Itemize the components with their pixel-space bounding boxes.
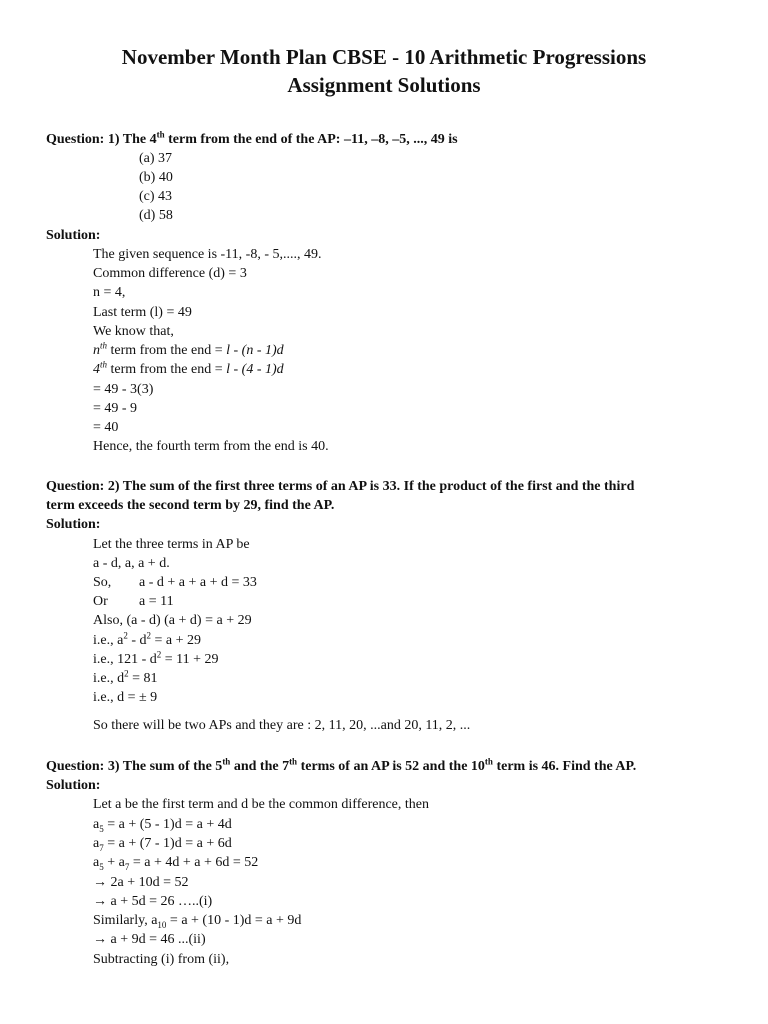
option-b: (b) 40 [139, 170, 173, 185]
solution-line: Or a = 11 [93, 594, 174, 609]
solution-line: Hence, the fourth term from the end is 40. [93, 439, 329, 454]
question-2-continued: term exceeds the second term by 29, find the AP. [46, 498, 335, 513]
solution-line: $a_5 = a + (5 - 1)d = a + 4d$ [93, 817, 232, 834]
question-1: Question: 1) The 4th term from the end of the AP: –11, –8, –5, ..., 49 is [46, 129, 458, 147]
solution-line: The given sequence is -11, -8, - 5,...., 49. [93, 247, 322, 262]
solution-line: Common difference (d) = 3 [93, 266, 247, 281]
solution-label: Solution: [46, 517, 101, 532]
solution-line: $a_5 + a_7 = a + 4d + a + 6d = 52$ [93, 855, 259, 872]
solution-line: → a + 9d = 46 ...(ii) [93, 932, 206, 947]
solution-line: = 40 [93, 420, 119, 435]
solution-line: 4th term from the end = l - (4 - 1)d [93, 359, 284, 377]
solution-line: a - d, a, a + d. [93, 556, 170, 571]
document-title: November Month Plan CBSE - 10 Arithmetic Progressions [121, 45, 647, 69]
option-c: (c) 43 [139, 189, 173, 204]
solution-line: i.e., $121 - d^2 = 11 + 29$ [93, 649, 219, 667]
solution-line: Subtracting (i) from (ii), [93, 952, 230, 967]
solution-line: Similarly, $a_{10} = a + (10 - 1)d = a + 9d$ [93, 913, 302, 930]
solution-label: Solution: [46, 778, 101, 793]
question-2: Question: 2) The sum of the first three terms of an AP is 33. If the product of the first and the third [46, 479, 635, 494]
solution-line: Also, (a - d) (a + d) = a + 29 [93, 613, 252, 628]
solution-line: → 2a + 10d = 52 [93, 875, 189, 890]
solution-line: i.e., $a^2 - d^2 = a + 29$ [93, 630, 202, 648]
solution-line: So, a - d + a + a + d = 33 [93, 575, 257, 590]
solution-line: = 49 - 9 [93, 401, 138, 416]
option-a: (a) 37 [139, 151, 173, 166]
solution-line: $n^{th}$ term from the end = l - (n - 1)d [93, 340, 284, 358]
solution-line: → a + 5d = 26 …..(i) [93, 894, 213, 909]
document-subtitle: Assignment Solutions [287, 73, 481, 97]
solution-line: Let a be the first term and d be the common difference, then [93, 797, 429, 812]
solution-line: n = 4, [93, 285, 126, 300]
question-3: Question: 3) The sum of the 5th and the 7th terms of an AP is 52 and the 10th term is 46. Find the AP. [46, 756, 637, 774]
solution-line: We know that, [93, 324, 174, 339]
solution-line: So there will be two APs and they are : 2, 11, 20, ...and 20, 11, 2, ... [93, 718, 471, 733]
option-d: (d) 58 [139, 208, 173, 223]
solution-line: i.e., d = ± 9 [93, 690, 158, 705]
solution-line: Last term (l) = 49 [93, 305, 192, 320]
solution-line: = 49 - 3(3) [93, 382, 154, 397]
solution-line: Let the three terms in AP be [93, 537, 250, 552]
solution-line: $a_7 = a + (7 - 1)d = a + 6d$ [93, 836, 232, 853]
solution-label: Solution: [46, 228, 101, 243]
solution-line: i.e., $d^2 = 81$ [93, 668, 158, 686]
